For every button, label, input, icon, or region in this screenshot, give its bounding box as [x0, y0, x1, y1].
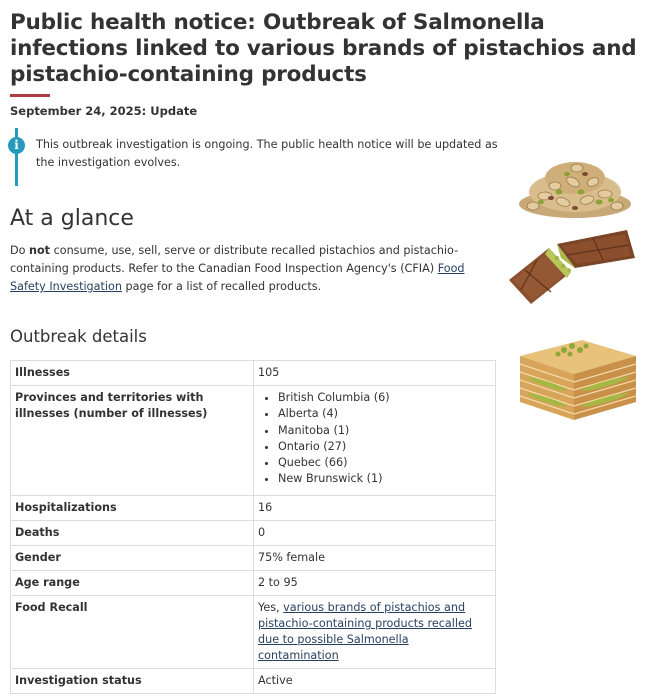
table-row [11, 669, 496, 694]
table-row [11, 571, 496, 596]
food-recall-link[interactable]: various brands of pistachios and pistachio-containing products recalled due to possible Salmonella contamination [258, 601, 472, 662]
deaths-label: Deaths [11, 521, 254, 546]
baklava-image [512, 322, 642, 432]
gender-label: Gender [11, 546, 254, 571]
illnesses-label: Illnesses [11, 361, 254, 386]
list-item: • Alberta (4) [278, 406, 491, 422]
provinces-value [254, 386, 496, 496]
info-icon: i [8, 137, 25, 154]
table-row [11, 521, 496, 546]
list-item: • Quebec (66) [278, 455, 491, 471]
provinces-label: Provinces and territories with illnesses (number of illnesses) [11, 386, 254, 496]
deaths-value: 0 [254, 521, 496, 546]
table-row [11, 596, 496, 669]
hospitalizations-value: 16 [254, 496, 496, 521]
title-underline-rule [10, 94, 50, 97]
at-a-glance-heading: At a glance [10, 206, 134, 231]
list-item: • British Columbia (6) [278, 390, 491, 406]
info-notice-text: This outbreak investigation is ongoing. The public health notice will be updated as the investigation evolves. [36, 138, 498, 169]
investigation-status-value: Active [254, 669, 496, 694]
age-range-label: Age range [11, 571, 254, 596]
chocolate-bar-image [505, 228, 639, 308]
outbreak-details-table [10, 360, 496, 694]
table-row [11, 546, 496, 571]
food-recall-label: Food Recall [11, 596, 254, 669]
emphasis-not: not [29, 244, 51, 257]
food-recall-value: Yes, various brands of pistachios and pistachio-containing products recalled due to possible Salmonella contamination [254, 596, 496, 669]
gender-value: 75% female [254, 546, 496, 571]
illnesses-value: 105 [254, 361, 496, 386]
investigation-status-label: Investigation status [11, 669, 254, 694]
table-row [11, 496, 496, 521]
food-safety-investigation-link[interactable]: Food Safety Investigation [10, 262, 465, 293]
at-a-glance-text: Do not consume, use, sell, serve or distribute recalled pistachios and pistachio-containing products. Refer to the Canadian Food Inspection Agency's (CFIA) Food Safety Investigation page for a list of recalled products. [10, 244, 465, 293]
page-title: Public health notice: Outbreak of Salmonella infections linked to various brands of pistachios and pistachio-containing products [10, 10, 637, 87]
outbreak-details-heading: Outbreak details [10, 327, 147, 346]
list-item: • Manitoba (1) [278, 423, 491, 439]
pistachios-image [515, 152, 635, 222]
age-range-value: 2 to 95 [254, 571, 496, 596]
hospitalizations-label: Hospitalizations [11, 496, 254, 521]
list-item: • Ontario (27) [278, 439, 491, 455]
provinces-list [258, 390, 491, 488]
table-row [11, 386, 496, 496]
table-row [11, 361, 496, 386]
list-item: • New Brunswick (1) [278, 471, 491, 487]
update-date: September 24, 2025: Update [10, 104, 198, 118]
